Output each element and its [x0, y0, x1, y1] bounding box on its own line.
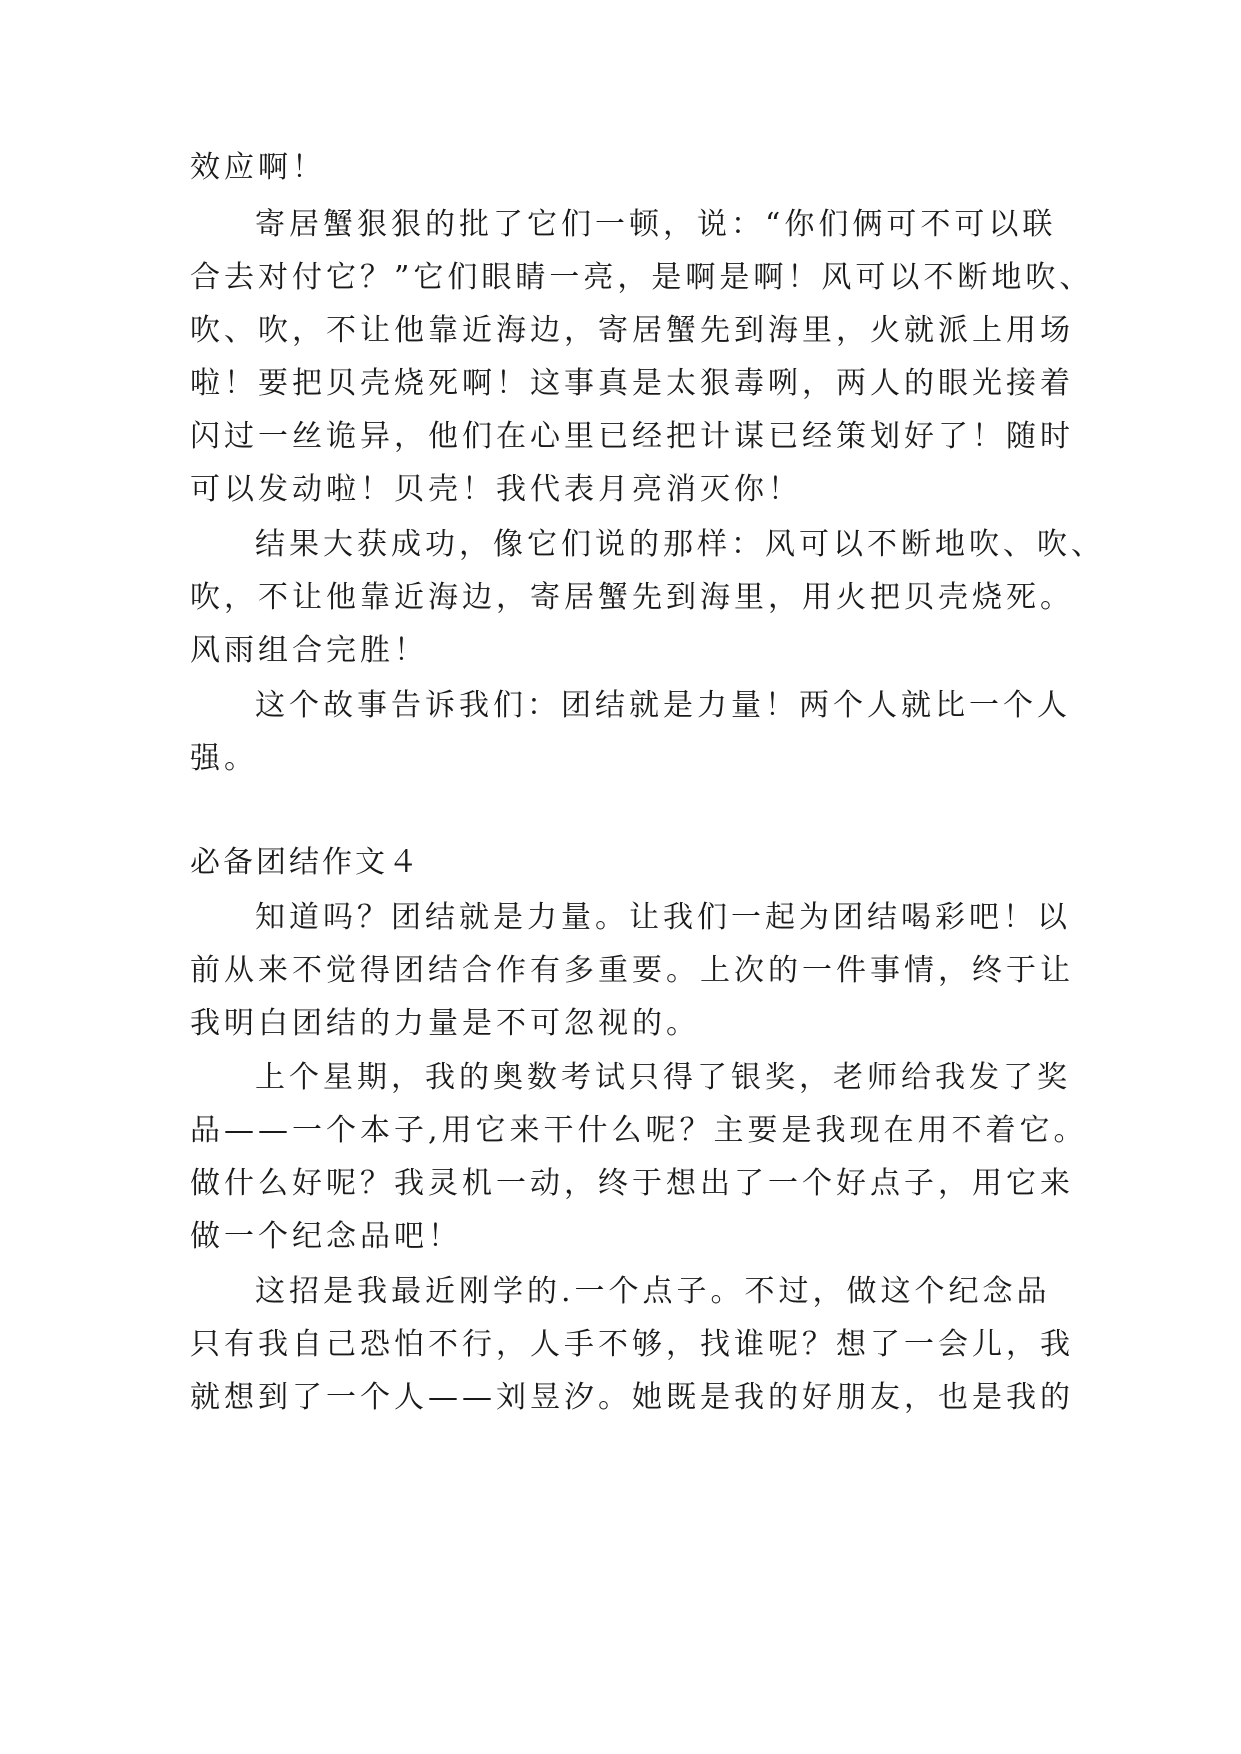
text-line: 只有我自己恐怕不行，人手不够，找谁呢？想了一会儿，我: [190, 1327, 1074, 1362]
text-line: 就想到了一个人——刘昱汐。她既是我的好朋友，也是我的: [190, 1380, 1074, 1415]
paragraph-first-line: 这招是我最近刚学的.一个点子。不过，做这个纪念品: [255, 1274, 1051, 1309]
text-line: 品——一个本子,用它来干什么呢？主要是我现在用不着它。: [190, 1113, 1088, 1148]
section-heading: 必备团结作文４: [190, 845, 421, 880]
text-line: 闪过一丝诡异，他们在心里已经把计谋已经策划好了！随时: [190, 419, 1074, 454]
text-line: 我明白团结的力量是不可忽视的。: [190, 1006, 700, 1041]
text-line: 做一个纪念品吧！: [190, 1219, 462, 1254]
text-line: 前从来不觉得团结合作有多重要。上次的一件事情，终于让: [190, 953, 1074, 988]
text-line: 可以发动啦！贝壳！我代表月亮消灭你！: [190, 472, 802, 507]
text-line: 吹、吹，不让他靠近海边，寄居蟹先到海里，火就派上用场: [190, 313, 1074, 348]
text-line: 强。: [190, 741, 258, 776]
paragraph-first-line: 上个星期，我的奥数考试只得了银奖，老师给我发了奖: [255, 1060, 1071, 1095]
paragraph-first-line: 寄居蟹狠狠的批了它们一顿，说：“你们俩可不可以联: [255, 207, 1057, 242]
text-line: 合去对付它？”它们眼睛一亮，是啊是啊！风可以不断地吹、: [190, 260, 1094, 295]
text-line: 啦！要把贝壳烧死啊！这事真是太狠毒咧，两人的眼光接着: [190, 366, 1074, 401]
paragraph-first-line: 知道吗？团结就是力量。让我们一起为团结喝彩吧！以: [255, 900, 1071, 935]
text-line: 效应啊！: [190, 150, 326, 185]
text-line: 吹，不让他靠近海边，寄居蟹先到海里，用火把贝壳烧死。: [190, 580, 1074, 615]
text-line: 做什么好呢？我灵机一动，终于想出了一个好点子，用它来: [190, 1166, 1074, 1201]
paragraph-first-line: 这个故事告诉我们：团结就是力量！两个人就比一个人: [255, 688, 1071, 723]
text-line: 风雨组合完胜！: [190, 633, 428, 668]
paragraph-first-line: 结果大获成功，像它们说的那样：风可以不断地吹、吹、: [255, 527, 1105, 562]
